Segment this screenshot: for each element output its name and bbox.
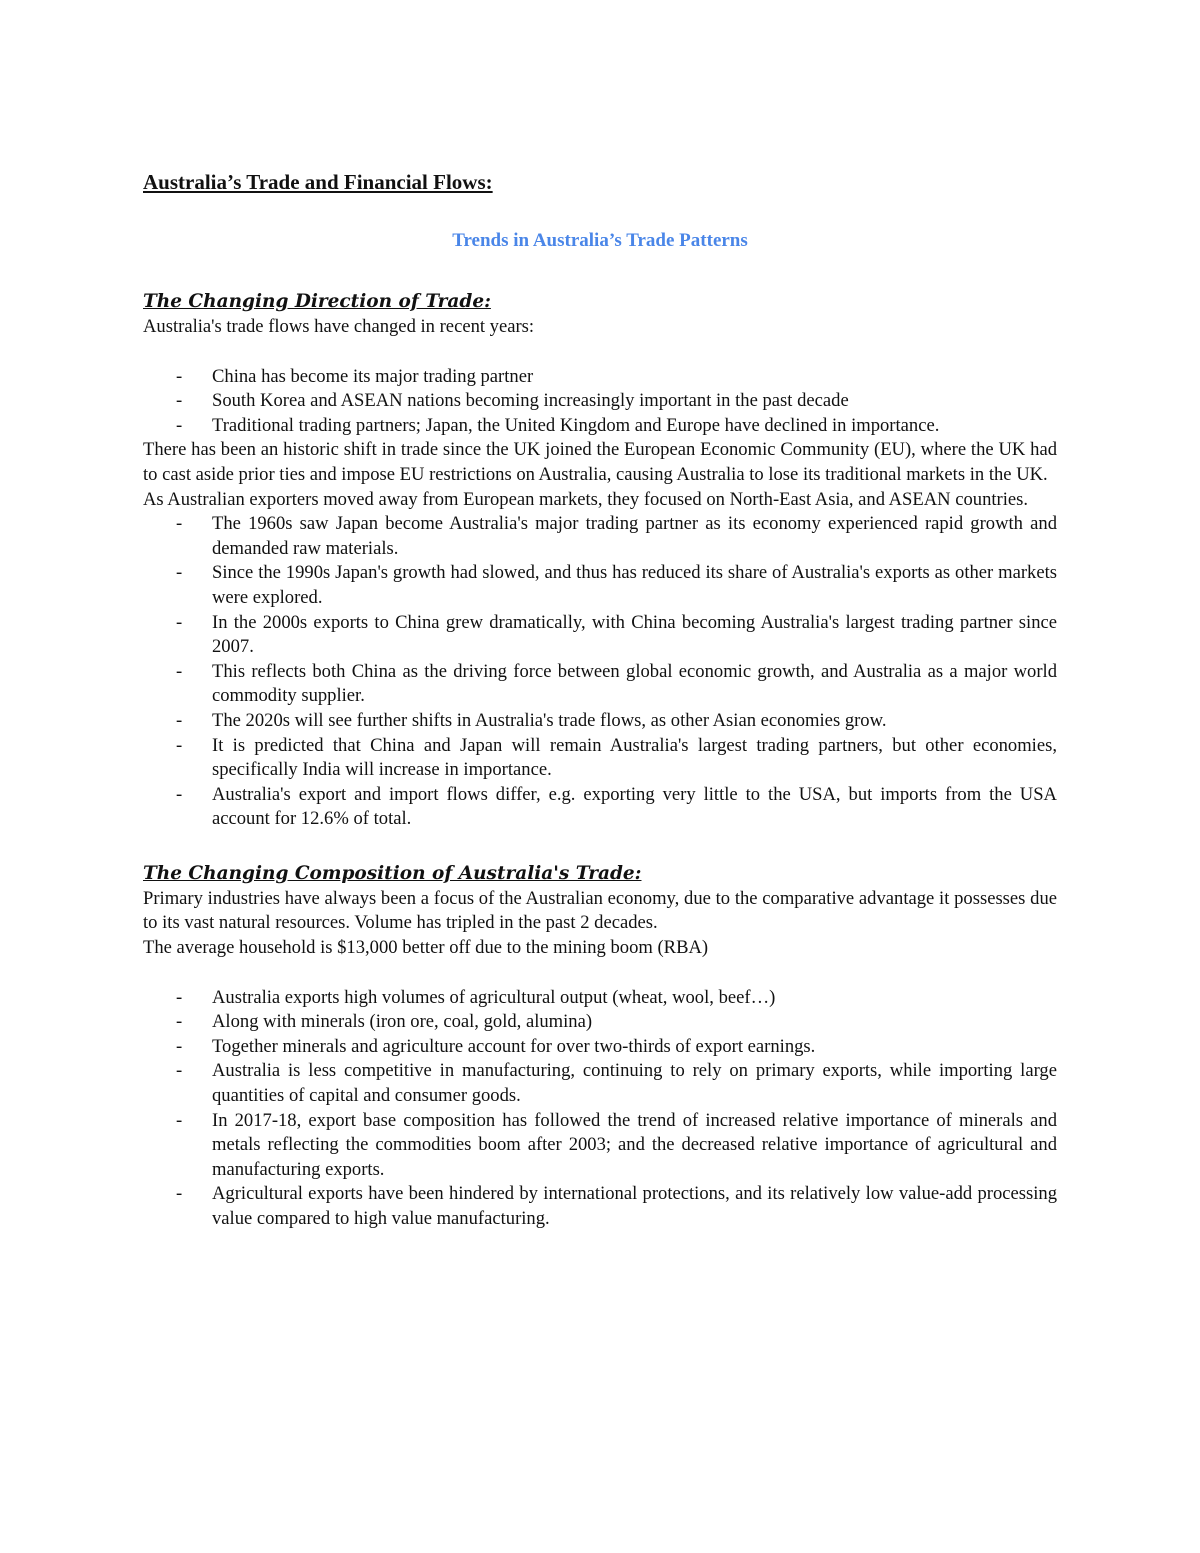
bullet-dash: - <box>176 734 183 756</box>
list-item: - Australia's export and import flows differ, e.g. exporting very little to the USA, but imports from the USA account for 12.6% of total. <box>176 783 1057 830</box>
bullet-dash: - <box>176 1060 183 1082</box>
list-item: - China has become its major trading partner <box>143 365 1057 390</box>
bullet-dash: - <box>176 783 183 805</box>
bullet-dash: - <box>176 1035 183 1057</box>
section-intro: Australia's trade flows have changed in recent years: <box>143 316 535 337</box>
bullet-dash: - <box>176 562 183 584</box>
list-item: - Together minerals and agriculture account for over two-thirds of export earnings. <box>143 1035 1057 1060</box>
list-item: - Along with minerals (iron ore, coal, gold, alumina) <box>143 1010 1057 1035</box>
bullet-dash: - <box>176 390 183 412</box>
section-heading-composition: The Changing Composition of Australia's Trade: <box>143 862 642 884</box>
list-item: - In 2017-18, export base composition has followed the trend of increased relative importance of minerals and metals reflecting the commodities boom after 2003; and the decreased relative importance of agricultural and manufacturing exports. <box>176 1109 1057 1180</box>
list-item: - Australia exports high volumes of agricultural output (wheat, wool, beef…) <box>143 986 1057 1011</box>
list-item: - This reflects both China as the driving force between global economic growth, and Australia as a major world commodity supplier. <box>176 660 1057 707</box>
bullet-dash: - <box>176 1011 183 1033</box>
paragraph-household: The average household is $13,000 better off due to the mining boom (RBA) <box>143 937 709 959</box>
section-heading-direction: The Changing Direction of Trade: <box>143 291 491 312</box>
paragraph-exporters: As Australian exporters moved away from European markets, they focused on North-East Asia, and ASEAN countries. <box>143 488 1029 510</box>
list-item: - Australia is less competitive in manufacturing, continuing to rely on primary exports, while importing large quantities of capital and consumer goods. <box>176 1060 1057 1107</box>
bullet-dash: - <box>176 414 183 436</box>
paragraph-primary-industries: Primary industries have always been a focus of the Australian economy, due to the comparative advantage it possesses due to its vast natural resources. Volume has tripled in the past 2 decades. <box>143 887 1057 934</box>
bullet-dash: - <box>176 986 183 1008</box>
trends-list <box>143 512 1057 832</box>
list-item: - South Korea and ASEAN nations becoming increasingly important in the past decade <box>143 389 1057 414</box>
bullet-dash: - <box>176 611 183 633</box>
list-item: - Since the 1990s Japan's growth had slowed, and thus has reduced its share of Australia's exports as other markets were explored. <box>176 562 1057 608</box>
list-item: - The 1960s saw Japan become Australia's major trading partner as its economy experienced rapid growth and demanded raw materials. <box>176 513 1057 559</box>
bullet-dash: - <box>176 709 183 731</box>
document-subtitle: Trends in Australia’s Trade Patterns <box>452 230 748 251</box>
bullet-dash: - <box>176 365 183 387</box>
document-page <box>143 168 1057 1232</box>
bullet-dash: - <box>176 1109 183 1131</box>
bullet-dash: - <box>176 1183 183 1205</box>
list-item: - Agricultural exports have been hindered by international protections, and its relatively low value-add processing value compared to high value manufacturing. <box>176 1183 1057 1229</box>
list-item: - In the 2000s exports to China grew dramatically, with China becoming Australia's largest trading partner since 2007. <box>176 611 1057 658</box>
bullet-dash: - <box>176 660 183 682</box>
direction-list <box>143 365 1057 439</box>
paragraph-historic-shift: There has been an historic shift in trade since the UK joined the European Economic Community (EU), where the UK had to cast aside prior ties and impose EU restrictions on Australia, causing Australia to lose its traditional markets in the UK. <box>143 439 1057 485</box>
list-item: - It is predicted that China and Japan will remain Australia's largest trading partners, but other economies, specifically India will increase in importance. <box>176 734 1057 781</box>
document-title: Australia’s Trade and Financial Flows: <box>143 170 493 194</box>
list-item: - Traditional trading partners; Japan, the United Kingdom and Europe have declined in importance. <box>143 414 1057 439</box>
bullet-dash: - <box>176 513 183 535</box>
composition-list <box>143 986 1057 1232</box>
list-item: - The 2020s will see further shifts in Australia's trade flows, as other Asian economies grow. <box>143 709 1057 734</box>
